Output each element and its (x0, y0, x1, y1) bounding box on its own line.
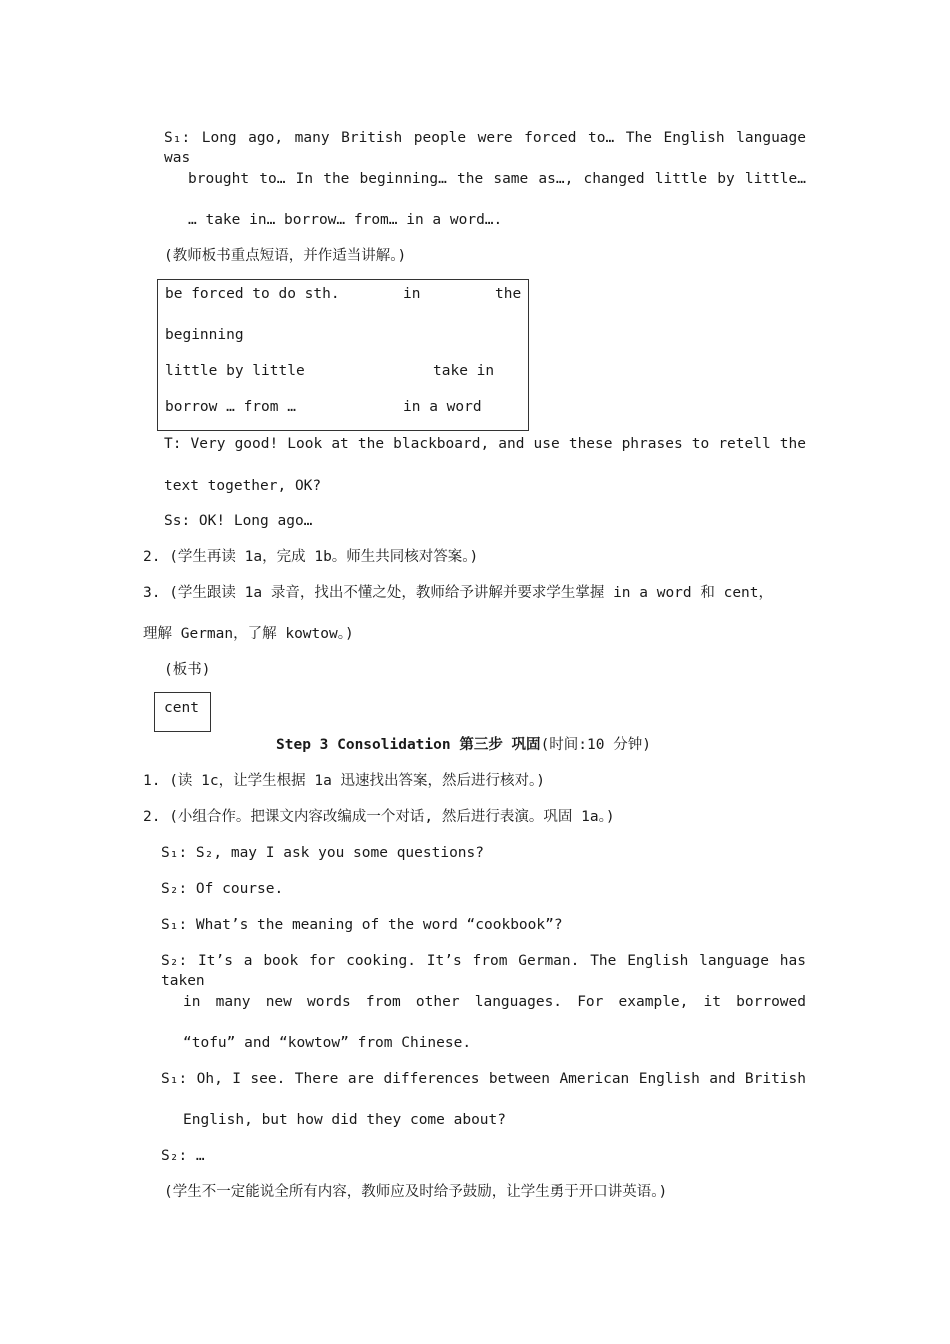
phrase-take-in: take in (433, 363, 495, 379)
dialogue2-line4c: “tofu” and “kowtow” from Chinese. (183, 1035, 472, 1051)
phrase-beginning: beginning (165, 327, 244, 343)
step3-time: (时间:10 分钟) (540, 737, 651, 753)
consolidation-item-2: 2. (小组合作。把课文内容改编成一个对话, 然后进行表演。巩固 1a。) (143, 809, 615, 825)
dialogue2-line2: S₂: Of course. (161, 881, 284, 897)
step-item-2: 2. (学生再读 1a，完成 1b。师生共同核对答案。) (143, 549, 479, 565)
dialogue2-line6: S₂: … (161, 1148, 205, 1164)
students-reply: Ss: OK! Long ago… (164, 513, 313, 529)
phrase-the: the (495, 286, 522, 302)
step-item-3-line2: 理解 German，了解 kowtow。) (143, 626, 354, 642)
dialogue2-line4b: in many new words from other languages. For example, it borrowed (183, 994, 806, 1010)
phrase-forced: be forced to do sth. (165, 286, 340, 302)
dialogue2-line5b: English, but how did they come about? (183, 1112, 507, 1128)
teacher-prompt-line1: T: Very good! Look at the blackboard, and use these phrases to retell the (164, 436, 806, 452)
board-word: cent (164, 700, 199, 716)
teacher-note: (教师板书重点短语，并作适当讲解。) (164, 248, 407, 264)
step3-heading (276, 735, 651, 755)
dialogue1-line2: brought to… In the beginning… the same as…, changed little by little… (188, 171, 806, 187)
consolidation-item-1: 1. (读 1c，让学生根据 1a 迅速找出答案，然后进行核对。) (143, 773, 546, 789)
teacher-prompt-line2: text together, OK? (164, 478, 322, 494)
dialogue2-line5a: S₁: Oh, I see. There are differences between American English and British (161, 1071, 806, 1087)
phrase-borrow-from: borrow … from … (165, 399, 296, 415)
phrase-in-a-word: in a word (403, 399, 482, 415)
dialogue1-line1: S₁: Long ago, many British people were forced to… The English language was (164, 130, 806, 166)
dialogue2-line4a: S₂: It’s a book for cooking. It’s from German. The English language has taken (161, 953, 806, 989)
phrase-in: in (403, 286, 421, 302)
phrase-box (157, 279, 529, 431)
step-item-3-line1: 3. (学生跟读 1a 录音，找出不懂之处，教师给予讲解并要求学生掌握 in a word 和 cent， (143, 585, 774, 601)
dialogue1-line3: … take in… borrow… from… in a word…. (188, 212, 503, 228)
board-word-box (154, 692, 211, 732)
board-label: (板书) (164, 662, 211, 678)
dialogue2-line3: S₁: What’s the meaning of the word “cookbook”? (161, 917, 563, 933)
phrase-little-by-little: little by little (165, 363, 305, 379)
closing-note: (学生不一定能说全所有内容，教师应及时给予鼓励，让学生勇于开口讲英语。) (164, 1184, 668, 1200)
step3-title: Step 3 Consolidation 第三步 巩固 (276, 737, 541, 753)
dialogue2-line1: S₁: S₂, may I ask you some questions? (161, 845, 485, 861)
